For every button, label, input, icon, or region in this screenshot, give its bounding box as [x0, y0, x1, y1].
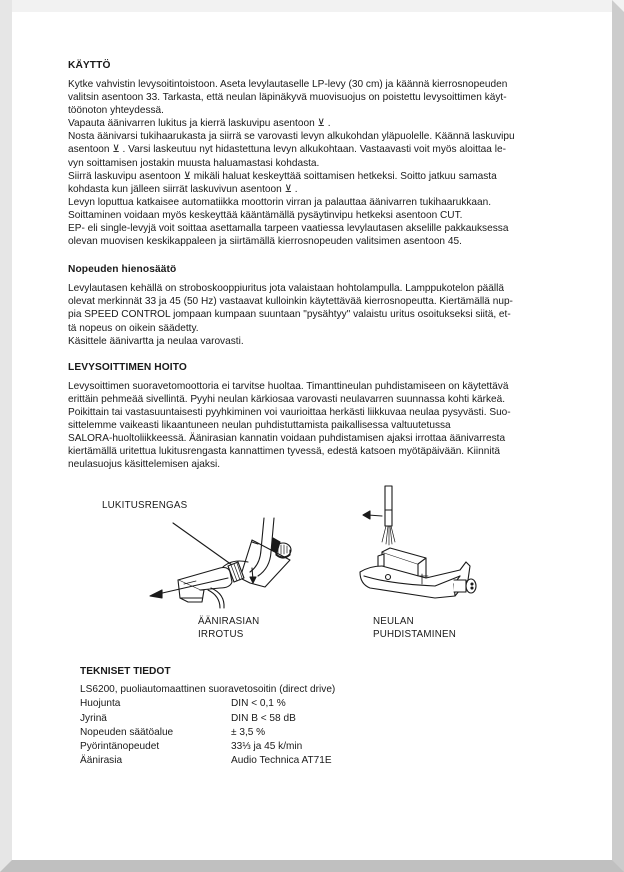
text-line: Vapauta äänivarren lukitus ja kierrä laskuvipu asentoon ⊻ . — [68, 118, 331, 130]
caption-line: PUHDISTAMINEN — [373, 629, 456, 640]
section-levysoittimen-hoito — [68, 362, 534, 472]
spec-row — [80, 726, 480, 740]
text-line: asentoon ⊻ . Varsi laskeutuu nyt hidastettuna levyn alkukohtaan. Vastaavasti voit myös aloittaa le- — [68, 144, 506, 156]
text-line: kohdasta kun jälleen siirrät laskuvivun asentoon ⊻ . — [68, 183, 298, 195]
callout-label-lukitusrengas: LUKITUSRENGAS — [102, 500, 188, 511]
spec-value: Audio Technica AT71E — [231, 755, 332, 767]
spec-intro: LS6200, puoliautomaattinen suoravetosoitin (direct drive) — [80, 684, 336, 695]
section-heading: KÄYTTÖ — [68, 60, 111, 71]
text-line: valitsin asentoon 33. Tarkasta, että neulan läpinäkyvä muovisuojus on poistettu levysoittimen käyt- — [68, 92, 507, 104]
page-frame-corner — [612, 0, 624, 12]
caption-line: NEULAN — [373, 616, 414, 627]
page-frame-corner — [612, 860, 624, 872]
text-line: Kytke vahvistin levysoitintoistoon. Aseta levylautaselle LP-levy (30 cm) ja käännä kierrosnopeuden — [68, 79, 508, 90]
text-line: SALORA-huoltoliikkeessä. Äänirasian kannatin voidaan puhdistamisen ajaksi irrottaa äänivarresta — [68, 433, 506, 445]
spec-row — [80, 754, 480, 768]
figure-headshell-removal — [80, 480, 320, 650]
text-line: töönoton yhteydessä. — [68, 105, 164, 117]
figure-stylus-cleaning — [330, 480, 530, 650]
text-line: Poikittain tai vastasuuntaisesti pyyhkiminen voi vaurioittaa herkästi liikkuvaa neulaa pysyvästi. Suo- — [68, 406, 511, 418]
spec-label: Pyörintänopeudet — [80, 741, 160, 753]
text-line: olevan muovisen keskikappaleen ja siirtämällä kierrosnopeuden valitsimen asentoon 45. — [68, 236, 462, 248]
spec-label: Jyrinä — [80, 712, 107, 724]
section-heading: Nopeuden hienosäätö — [68, 264, 177, 276]
text-line: Käsittele äänivartta ja neulaa varovasti. — [68, 335, 244, 347]
section-heading: TEKNISET TIEDOT — [80, 666, 171, 677]
spec-label: Huojunta — [80, 698, 121, 710]
text-line: Nosta äänivarsi tukihaarukasta ja siirrä se varovasti levyn alkukohdan yläpuolelle. Käännä laskuvipu — [68, 131, 515, 143]
caption-line: ÄÄNIRASIAN — [198, 616, 260, 627]
text-line: Levylautasen kehällä on stroboskooppiuritus jota valaistaan hohtolampulla. Lamppukotelon päällä — [68, 283, 505, 295]
section-kaytto — [68, 60, 534, 248]
page-frame-left — [0, 0, 12, 872]
text-line: neulasuojus käsittelemisen ajaksi. — [68, 459, 221, 471]
spec-row — [80, 712, 480, 726]
text-line: vyn soittamisen jostakin muusta haluamastasi kohdasta. — [68, 157, 320, 169]
document-body — [68, 60, 534, 471]
spec-row — [80, 740, 480, 754]
spec-row — [80, 697, 480, 711]
text-line: Soittaminen voidaan myös keskeyttää kääntämällä pysäytinvipu hetkeksi asentoon CUT. — [68, 209, 463, 221]
caption-line: IRROTUS — [198, 629, 244, 640]
page-frame-right — [612, 0, 624, 872]
text-line: Levysoittimen suoravetomoottoria ei tarvitse huoltaa. Timanttineulan puhdistamiseen on käytettävä — [68, 380, 509, 392]
technical-specs — [80, 666, 480, 769]
page-frame-corner — [0, 860, 12, 872]
text-line: Levyn loputtua katkaisee automatiikka moottorin virran ja palauttaa äänivarren tukihaarukkaan. — [68, 196, 492, 208]
text-line: Siirrä laskuvipu asentoon ⊻ mikäli haluat keskeyttää soittamisen hetkeksi. Soitto jatkuu samasta — [68, 170, 497, 182]
spec-label: Nopeuden säätöalue — [80, 726, 174, 738]
text-line: tä nopeus on oikein säädetty. — [68, 322, 199, 334]
text-line: kiertämällä uritettua lukitusrengasta kannattimen tyvessä, edestä katsoen myötäpäivään. Kiinnitä — [68, 446, 501, 458]
text-line: pia SPEED CONTROL jompaan kumpaan suuntaan "pysähtyy" valaistu uritus osoitukseksi siitä, et- — [68, 309, 511, 321]
spec-value: DIN < 0,1 % — [231, 698, 286, 710]
spec-value: DIN B < 58 dB — [231, 712, 296, 724]
spec-label: Äänirasia — [80, 755, 123, 767]
section-heading: LEVYSOITTIMEN HOITO — [68, 361, 187, 373]
text-line: sittelemme vaikeasti likaantuneen neulan puhdistuttamista paikallisessa valtuutetussa — [68, 419, 451, 431]
spec-value: 33⅓ ja 45 k/min — [231, 741, 303, 753]
spec-value: ± 3,5 % — [231, 726, 266, 738]
text-line: erittäin pehmeää sivellintä. Pyyhi neulan kärkiosaa varovasti neulavarren suunnassa kohti kärkeä. — [68, 393, 506, 405]
page-frame-bottom — [0, 860, 624, 872]
section-nopeuden-hienosaato — [68, 264, 534, 347]
stylus-cleaning-illustration-icon — [330, 480, 530, 650]
page-frame-top — [0, 0, 612, 12]
text-line: olevat merkinnät 33 ja 45 (50 Hz) vastaavat kulloinkin käytettävää kierrosnopeutta. Kiertämällä nup- — [68, 296, 513, 308]
text-line: EP- eli single-levyjä voit soittaa asettamalla tarpeen vaatiessa levylautasen akselille pakkauksessa — [68, 223, 509, 235]
